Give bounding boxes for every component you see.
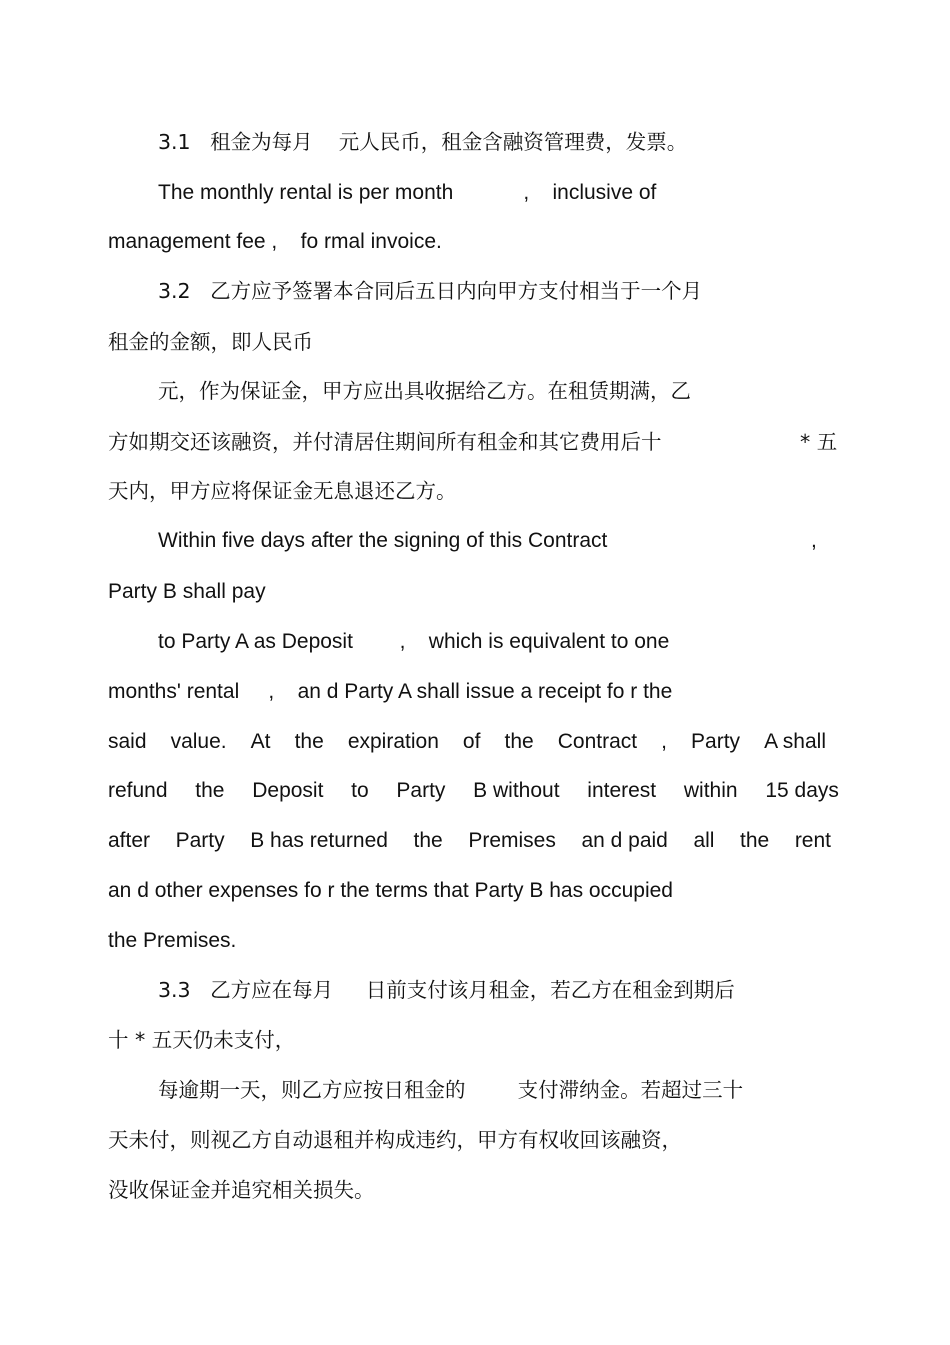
word: the xyxy=(195,779,225,802)
clause-3-2-en-line-4: months' rental , an d Party A shall issue a receipt fo r the xyxy=(108,680,673,703)
word: the xyxy=(294,730,324,753)
clause-3-3-zh-line-4: 天未付，则视乙方自动退租并构成违约，甲方有权收回该融资， xyxy=(108,1128,682,1152)
word: Party xyxy=(691,730,741,753)
clause-3-3-zh-line-2: 十 * 五天仍未支付， xyxy=(108,1028,296,1052)
word: Premises xyxy=(468,829,556,852)
clause-3-2-en-line-1-comma: , xyxy=(811,529,817,552)
word: , xyxy=(661,730,667,753)
word: all xyxy=(693,829,715,852)
clause-3-2-en-line-3: to Party A as Deposit , which is equivalent to one xyxy=(158,630,670,653)
clause-3-1-zh: 3.1 租金为每月 元人民币，租金含融资管理费，发票。 xyxy=(158,130,688,154)
word: interest xyxy=(587,779,657,802)
word: said xyxy=(108,730,147,753)
word: B has returned xyxy=(250,829,388,852)
clause-3-2-zh-line-2: 租金的金额，即人民币 xyxy=(108,330,313,354)
word: after xyxy=(108,829,151,852)
word: 15 days xyxy=(765,779,839,802)
word: refund xyxy=(108,779,168,802)
clause-3-2-en-line-5 xyxy=(108,727,826,757)
clause-3-2-en-line-2: Party B shall pay xyxy=(108,580,266,603)
word: the xyxy=(504,730,534,753)
word: expiration xyxy=(347,730,439,753)
clause-3-2-en-line-8: an d other expenses fo r the terms that Party B has occupied xyxy=(108,879,673,902)
word: of xyxy=(462,730,481,753)
clause-3-3-zh-line-5: 没收保证金并追究相关损失。 xyxy=(108,1178,375,1202)
word: A shall xyxy=(764,730,826,753)
word: within xyxy=(683,779,738,802)
word: B without xyxy=(473,779,560,802)
clause-3-1-en-line-2: management fee , fo rmal invoice. xyxy=(108,230,442,253)
word: Contract xyxy=(557,730,638,753)
word: an d paid xyxy=(581,829,668,852)
clause-3-2-en-line-1: Within five days after the signing of this Contract xyxy=(158,529,608,552)
clause-3-2-en-line-6 xyxy=(108,776,839,806)
clause-3-1-en-line-1: The monthly rental is per month , inclusive of xyxy=(158,181,657,204)
word: Party xyxy=(396,779,446,802)
word: the xyxy=(740,829,770,852)
clause-3-2-zh-line-4: 方如期交还该融资，并付清居住期间所有租金和其它费用后十 xyxy=(108,430,662,454)
clause-3-2-zh-line-4-end: * 五 xyxy=(800,430,838,454)
clause-3-2-zh-line-3: 元，作为保证金，甲方应出具收据给乙方。在租赁期满，乙 xyxy=(158,379,691,403)
word: the xyxy=(413,829,443,852)
clause-3-3-zh-line-1: 3.3 乙方应在每月 日前支付该月租金，若乙方在租金到期后 xyxy=(158,978,735,1002)
clause-3-2-en-line-7 xyxy=(108,826,831,856)
word: rent xyxy=(794,829,831,852)
word: Party xyxy=(175,829,225,852)
clause-3-2-zh-line-1: 3.2 乙方应予签署本合同后五日内向甲方支付相当于一个月 xyxy=(158,279,703,303)
word: Deposit xyxy=(252,779,324,802)
clause-3-2-zh-line-5: 天内，甲方应将保证金无息退还乙方。 xyxy=(108,479,457,503)
clause-3-2-en-line-9: the Premises. xyxy=(108,929,237,952)
word: value. xyxy=(170,730,227,753)
word: to xyxy=(351,779,369,802)
clause-3-3-zh-line-3: 每逾期一天，则乙方应按日租金的 支付滞纳金。若超过三十 xyxy=(158,1078,744,1102)
word: At xyxy=(250,730,271,753)
